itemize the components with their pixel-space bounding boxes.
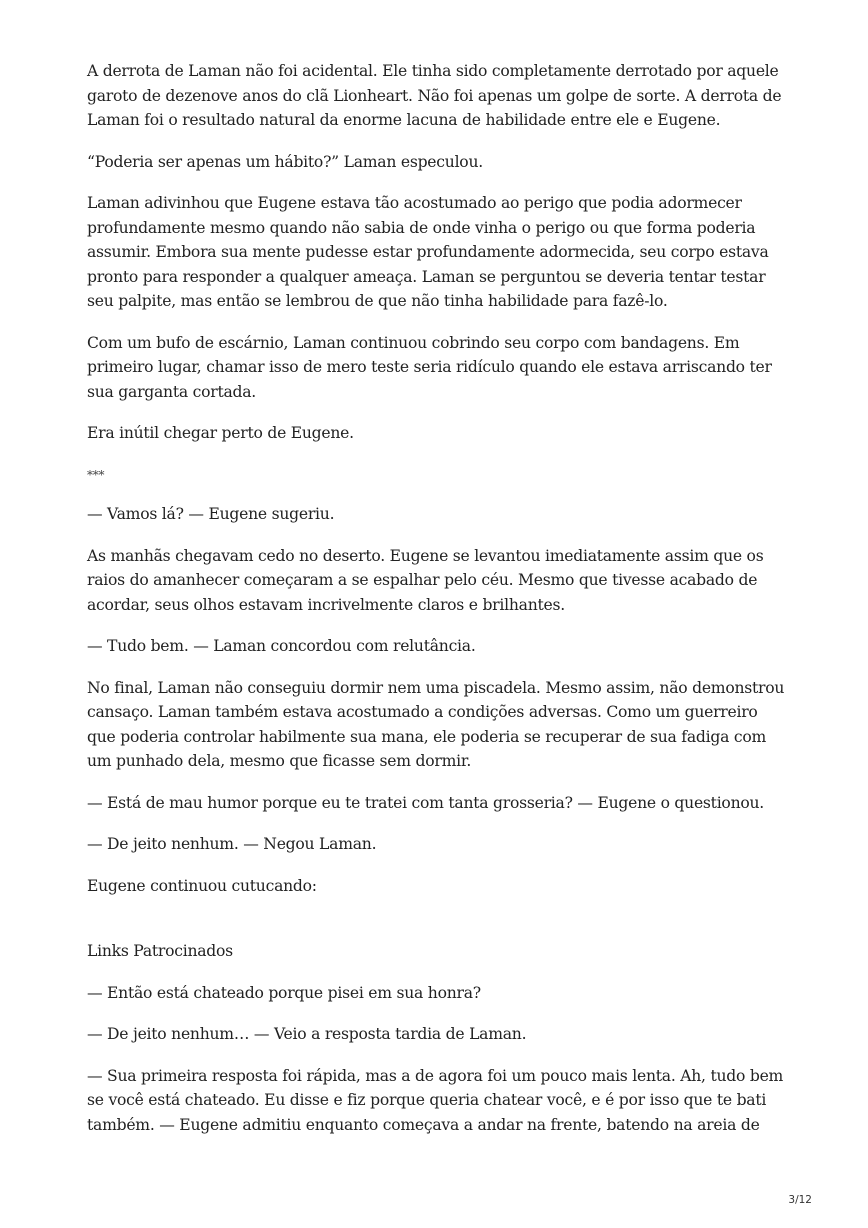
ad-spacer [87,915,787,939]
paragraph-4: Com um bufo de escárnio, Laman continuou cobrindo seu corpo com bandagens. Em primeiro lugar, chamar isso de mero teste seria ridículo quando ele estava arriscando ter sua garganta cortada. [87,333,772,401]
page-number: 3/12 [788,1194,812,1206]
paragraph-8: As manhãs chegavam cedo no deserto. Eugene se levantou imediatamente assim que os raios do amanhecer começaram a se espalhar pelo céu. Mesmo que tivesse acabado de acordar, seus olhos estavam incrivelmente claros e brilhantes. [87,546,764,614]
paragraph-5: Era inútil chegar perto de Eugene. [87,424,354,442]
paragraph-17: — Sua primeira resposta foi rápida, mas a de agora foi um pouco mais lenta. Ah, tudo bem se você está chateado. Eu disse e fiz porque queria chatear você, e é por isso que te bati também. — Eugene admitiu enquanto começava a andar na frente, batendo na areia de [87,1066,784,1134]
paragraph-2: “Poderia ser apenas um hábito?” Laman especulou. [87,152,483,171]
paragraph-12: — De jeito nenhum. — Negou Laman. [87,835,377,853]
paragraph-7: — Vamos lá? — Eugene sugeriu. [87,505,335,523]
paragraph-16: — De jeito nenhum… — Veio a resposta tardia de Laman. [87,1025,527,1043]
paragraph-11: — Está de mau humor porque eu te tratei com tanta grosseria? — Eugene o questionou. [87,793,764,812]
paragraph-9: — Tudo bem. — Laman concordou com relutância. [87,637,476,655]
paragraph-3: Laman adivinhou que Eugene estava tão acostumado ao perigo que podia adormecer profundamente mesmo quando não sabia de onde vinha o perigo ou que forma poderia assumir. Embora sua mente pudesse estar profundamente adormecida, seu corpo estava pronto para responder a qualquer ameaça. Laman se perguntou se deveria tentar testar seu palpite, mas então se lembrou de que não tinha habilidade para fazê-lo. [87,194,769,310]
sponsored-links-label: Links Patrocinados [87,942,233,960]
paragraph-10: No final, Laman não conseguiu dormir nem uma piscadela. Mesmo assim, não demonstrou cansaço. Laman também estava acostumado a condições adversas. Como um guerreiro que poderia controlar habilmente sua mana, ele poderia se recuperar de sua fadiga com um punhado dela, mesmo que ficasse sem dormir. [87,678,785,770]
paragraph-13: Eugene continuou cutucando: [87,876,317,895]
page-content [87,59,787,1154]
paragraph-1: A derrota de Laman não foi acidental. Ele tinha sido completamente derrotado por aquele garoto de dezenove anos do clã Lionheart. Não foi apenas um golpe de sorte. A derrota de Laman foi o resultado natural da enorme lacuna de habilidade entre ele e Eugene. [87,62,782,129]
paragraph-15: — Então está chateado porque pisei em sua honra? [87,983,481,1002]
scene-divider: *** [87,467,105,482]
